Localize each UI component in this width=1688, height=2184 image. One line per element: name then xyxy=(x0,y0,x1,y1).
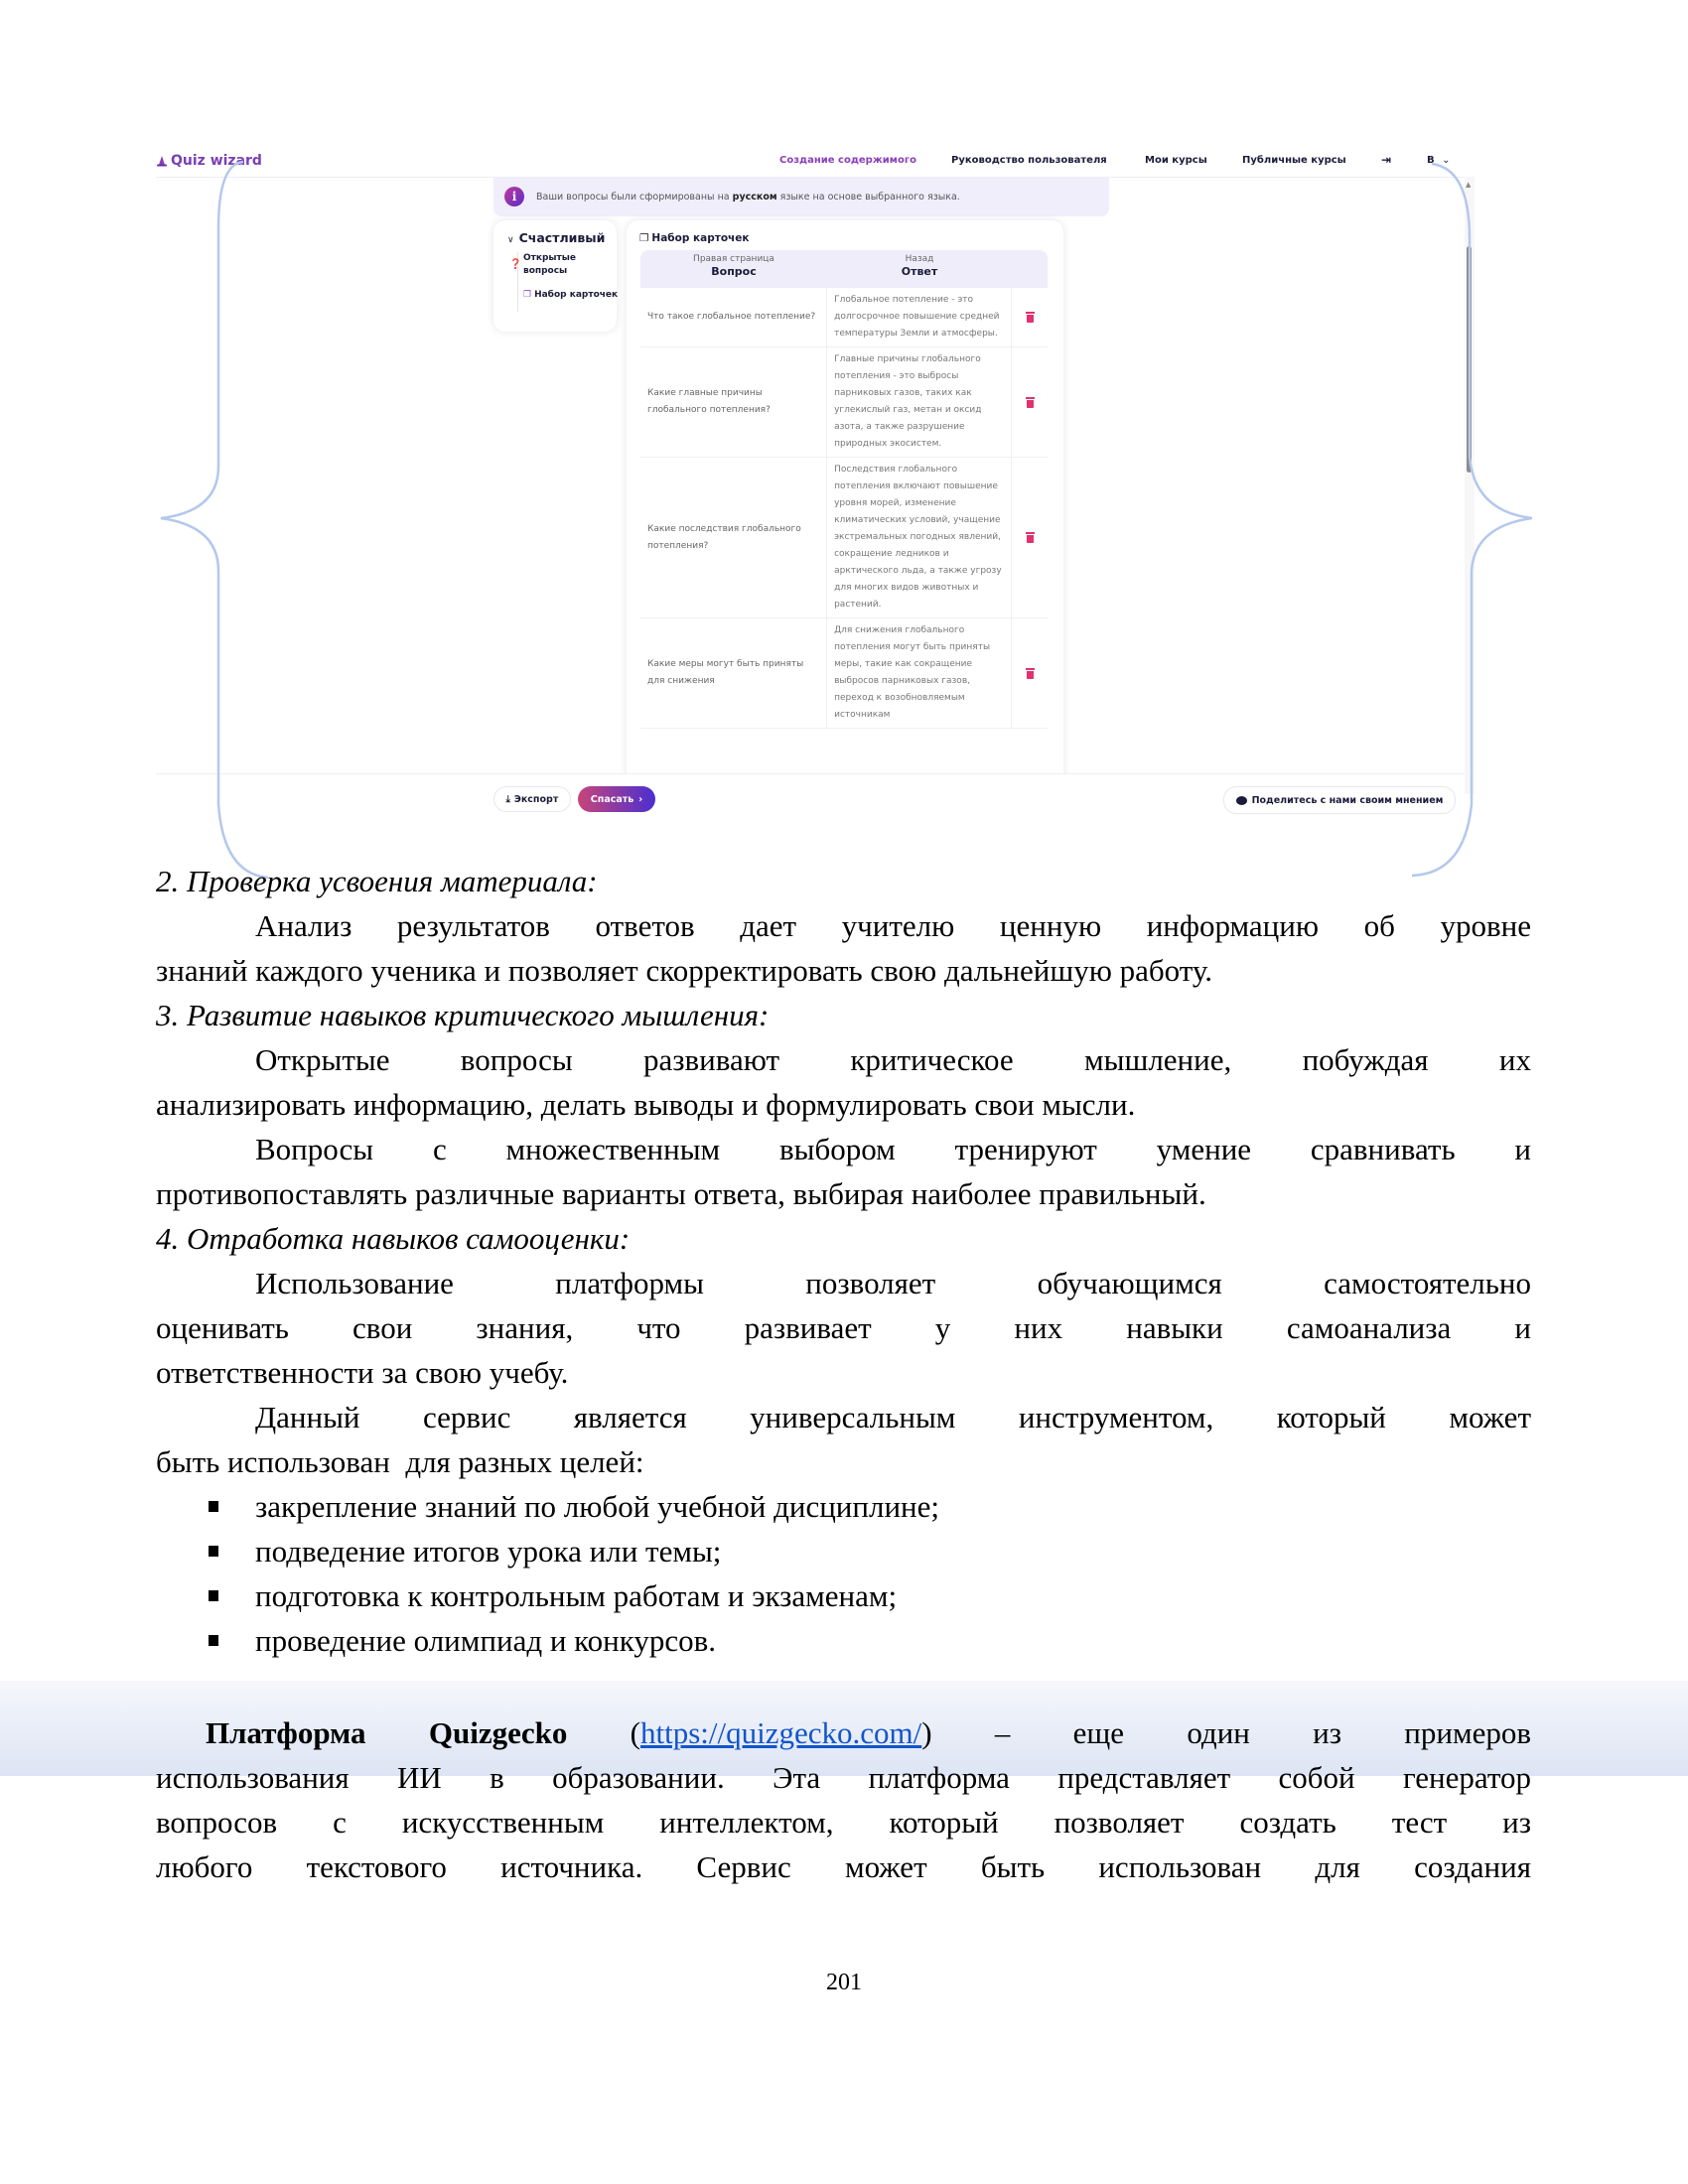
question-cards-icon: ❓ xyxy=(509,259,522,270)
paragraph-line: любого текстового источника. Сервис может быть использован для создания xyxy=(156,1849,1531,1884)
banner-text: Ваши вопросы были сформированы на русском языке на основе выбранного языка. xyxy=(536,191,960,203)
paragraph-line: Данный сервис является универсальным инструментом, который может xyxy=(255,1400,1531,1434)
wizard-hat-icon xyxy=(156,155,168,167)
app-logo[interactable] xyxy=(156,153,262,169)
delete-icon[interactable] xyxy=(1026,312,1035,323)
paragraph-line: вопросов с искусственным интеллектом, который позволяет создать тест из xyxy=(156,1805,1531,1840)
sidebar-item-flashcards[interactable]: ❐ Набор карточек xyxy=(523,290,619,300)
bullet-square-icon xyxy=(209,1501,218,1512)
paragraph-line: Открытые вопросы развивают критическое мышление, побуждая их xyxy=(255,1042,1531,1077)
scrollbar-thumb[interactable] xyxy=(1467,246,1472,473)
table-row xyxy=(640,347,1048,458)
question-cell[interactable]: Какие последствия глобального потепления? xyxy=(640,458,827,617)
app-screenshot xyxy=(156,147,1475,824)
paragraph-line: быть использован для разных целей: xyxy=(156,1444,644,1479)
chevron-right-icon: › xyxy=(638,793,643,805)
page-number: 201 xyxy=(826,1970,862,1995)
paragraph-line: Анализ результатов ответов дает учителю ценную информацию об уровне xyxy=(255,908,1531,943)
section-heading-4: 4. Отработка навыков самооценки: xyxy=(156,1221,631,1256)
delete-icon[interactable] xyxy=(1026,668,1035,679)
scroll-up-arrow-icon[interactable]: ▲ xyxy=(1466,181,1472,189)
platform-name: Платформа Quizgecko xyxy=(206,1715,568,1750)
top-navbar xyxy=(156,147,1475,178)
nav-user-guide[interactable]: Руководство пользователя xyxy=(951,155,1107,166)
table-row xyxy=(640,458,1048,618)
quizgecko-paragraph xyxy=(156,1710,1531,1889)
table-row xyxy=(640,618,1048,729)
flashcards-panel xyxy=(627,220,1063,824)
nav-public-courses[interactable]: Публичные курсы xyxy=(1242,155,1346,166)
column-header-question: Правая страница Вопрос xyxy=(693,254,774,278)
paragraph-line: противопоставлять различные варианты ответа, выбирая наиболее правильный. xyxy=(156,1176,1206,1211)
action-footer xyxy=(156,773,1465,824)
chevron-down-icon: ∨ xyxy=(507,235,514,245)
paragraph-line: Использование платформы позволяет обучающимся самостоятельно xyxy=(255,1266,1531,1300)
export-button[interactable]: ⤓ Экспорт xyxy=(493,786,571,812)
answer-cell[interactable]: Главные причины глобального потепления - это выбросы парниковых газов, таких как углекислый газ, метан и оксид азота, а также разрушение природных экосистем. xyxy=(827,347,1012,457)
app-name: Quiz wizard xyxy=(171,153,262,169)
topic-title[interactable]: ∨ Счастливый xyxy=(507,230,606,245)
answer-cell[interactable]: Для снижения глобального потепления могут быть приняты меры, такие как сокращение выбросов парниковых газов, переход к возобновляемым источникам xyxy=(827,618,1012,728)
chevron-down-icon: ⌄ xyxy=(1442,155,1451,166)
paragraph-line: Платформа Quizgecko (https://quizgecko.com/) – еще один из примеров xyxy=(206,1715,1531,1750)
content-sidebar xyxy=(493,220,617,332)
question-cell[interactable]: Что такое глобальное потепление? xyxy=(640,288,827,346)
answer-cell[interactable]: Последствия глобального потепления включают повышение уровня морей, изменение климатических условий, учащение экстремальных погодных явлений, сокращение ледников и арктического льда, а также угрозу для многих видов животных и растений. xyxy=(827,458,1012,617)
logout-icon[interactable]: ⇥ xyxy=(1381,153,1392,167)
paragraph-line: Вопросы с множественным выбором тренируют умение сравнивать и xyxy=(255,1132,1531,1166)
paragraph-line: анализировать информацию, делать выводы и формулировать свои мысли. xyxy=(156,1087,1136,1122)
language-info-banner xyxy=(493,177,1109,216)
delete-icon[interactable] xyxy=(1026,532,1035,543)
download-icon: ⤓ xyxy=(505,793,510,805)
bullet-square-icon xyxy=(209,1546,218,1557)
section-heading-3: 3. Развитие навыков критического мышления: xyxy=(156,998,770,1032)
bullet-square-icon xyxy=(209,1635,218,1646)
info-icon: i xyxy=(504,187,524,206)
question-cell[interactable]: Какие главные причины глобального потепления? xyxy=(640,347,827,457)
question-cell[interactable]: Какие меры могут быть приняты для снижения xyxy=(640,618,827,728)
delete-icon[interactable] xyxy=(1026,397,1035,408)
flashcards-icon: ❐ xyxy=(523,290,532,300)
panel-title: ❐ Набор карточек xyxy=(639,232,750,244)
section-heading-2: 2. Проверка усвоения материала: xyxy=(156,864,598,898)
column-header-answer: Назад Ответ xyxy=(901,254,938,278)
feedback-button[interactable]: Поделитесь с нами своим мнением xyxy=(1223,786,1456,814)
sidebar-item-open-questions[interactable]: ❓ Открытые вопросы xyxy=(509,253,577,276)
table-header xyxy=(640,250,1048,288)
paragraph-line: оценивать свои знания, что развивает у них навыки самоанализа и xyxy=(156,1310,1531,1345)
nav-my-courses[interactable]: Мои курсы xyxy=(1145,155,1207,166)
quizgecko-link[interactable]: https://quizgecko.com/ xyxy=(639,1715,922,1750)
user-menu[interactable] xyxy=(1427,155,1451,166)
paragraph-line: использования ИИ в образовании. Эта платформа представляет собой генератор xyxy=(156,1760,1531,1795)
chat-bubble-icon xyxy=(1236,796,1247,805)
paragraph-line: ответственности за свою учебу. xyxy=(156,1355,569,1390)
paragraph-line: знаний каждого ученика и позволяет скорректировать свою дальнейшую работу. xyxy=(156,953,1213,988)
save-button[interactable]: Спасать › xyxy=(578,786,655,812)
user-initial: В xyxy=(1427,155,1435,166)
flashcards-icon: ❐ xyxy=(639,232,649,244)
table-row xyxy=(640,288,1048,347)
flashcards-table xyxy=(640,288,1048,729)
nav-create-content[interactable]: Создание содержимого xyxy=(779,155,916,166)
bullet-square-icon xyxy=(209,1590,218,1601)
answer-cell[interactable]: Глобальное потепление - это долгосрочное повышение средней температуры Земли и атмосферы. xyxy=(827,288,1012,346)
